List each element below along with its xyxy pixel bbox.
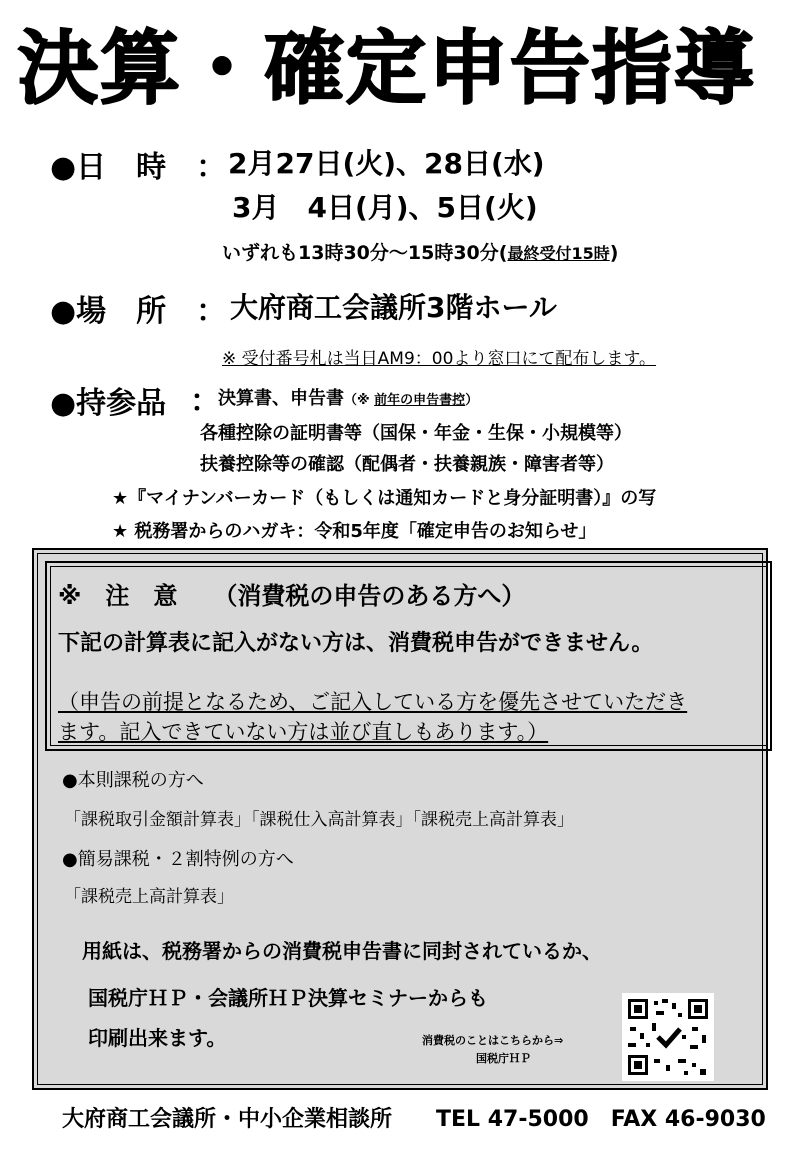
notice-paren-2: ます。記入できていない方は並び直しもあります。）: [58, 720, 549, 744]
items-note-suffix: ）: [465, 393, 479, 408]
items-line3: 扶養控除等の確認（配偶者・扶養親族・障害者等）: [200, 454, 614, 475]
footer-contact: 大府商工会議所・中小企業相談所 TEL 47-5000 FAX 46-9030: [62, 1107, 766, 1132]
honsoku-heading: ●本則課税の方へ: [62, 770, 204, 791]
paper-line3: 印刷出来ます。: [88, 1026, 227, 1050]
qr-caption-1: 消費税のことはこちらから⇒: [422, 1034, 564, 1047]
honsoku-forms: 「課税取引金額計算表」「課税仕入高計算表」「課税売上高計算表」: [64, 810, 574, 830]
items-label: ●持参品: [50, 386, 167, 421]
qr-caption-2: 国税庁ＨＰ: [476, 1052, 531, 1065]
paper-line2: 国税庁ＨＰ・会議所ＨＰ決算セミナーからも: [88, 986, 488, 1010]
items-star2: ★ 税務署からのハガキ：令和5年度「確定申告のお知らせ」: [112, 521, 597, 542]
items-note: 前年の申告書控: [374, 393, 466, 408]
time-range-suffix: ): [609, 242, 619, 264]
paper-line1: 用紙は、税務署からの消費税申告書に同封されているか、: [82, 939, 602, 963]
items-line1: [218, 384, 478, 410]
datetime-line1: 2月27日(火)、28日(水): [228, 147, 545, 180]
items-note-prefix: （※: [344, 393, 375, 408]
items-line1-text: 決算書、申告書: [218, 388, 344, 409]
place-value: 大府商工会議所3階ホール: [230, 291, 557, 324]
qr-code-icon[interactable]: [622, 993, 714, 1081]
deadline-text: 最終受付15時: [507, 244, 610, 263]
items-colon: ：: [190, 384, 220, 419]
datetime-label: ●日 時 ：: [50, 150, 227, 185]
time-range-text: いずれも13時30分～15時30分(: [222, 242, 508, 264]
notice-heading: ※ 注 意 （消費税の申告のある方へ）: [58, 582, 526, 610]
time-range: [222, 238, 618, 265]
page-title: 決算・確定申告指導: [18, 22, 756, 115]
kani-heading: ●簡易課税・２割特例の方へ: [62, 849, 294, 870]
datetime-line2: 3月 4日(月)、5日(火): [232, 191, 538, 224]
notice-warning: 下記の計算表に記入がない方は、消費税申告ができません。: [58, 631, 654, 656]
kani-forms: 「課税売上高計算表」: [64, 887, 234, 907]
place-label: ●場 所 ：: [50, 294, 227, 329]
items-star1: ★『マイナンバーカード（もしくは通知カードと身分証明書）』の写: [112, 488, 657, 509]
notice-paren-1: （申告の前提となるため、ご記入している方を優先させていただき: [58, 690, 688, 714]
ticket-note: ※ 受付番号札は当日AM9：00より窓口にて配布します。: [222, 349, 657, 369]
items-line2: 各種控除の証明書等（国保・年金・生保・小規模等）: [200, 423, 632, 444]
